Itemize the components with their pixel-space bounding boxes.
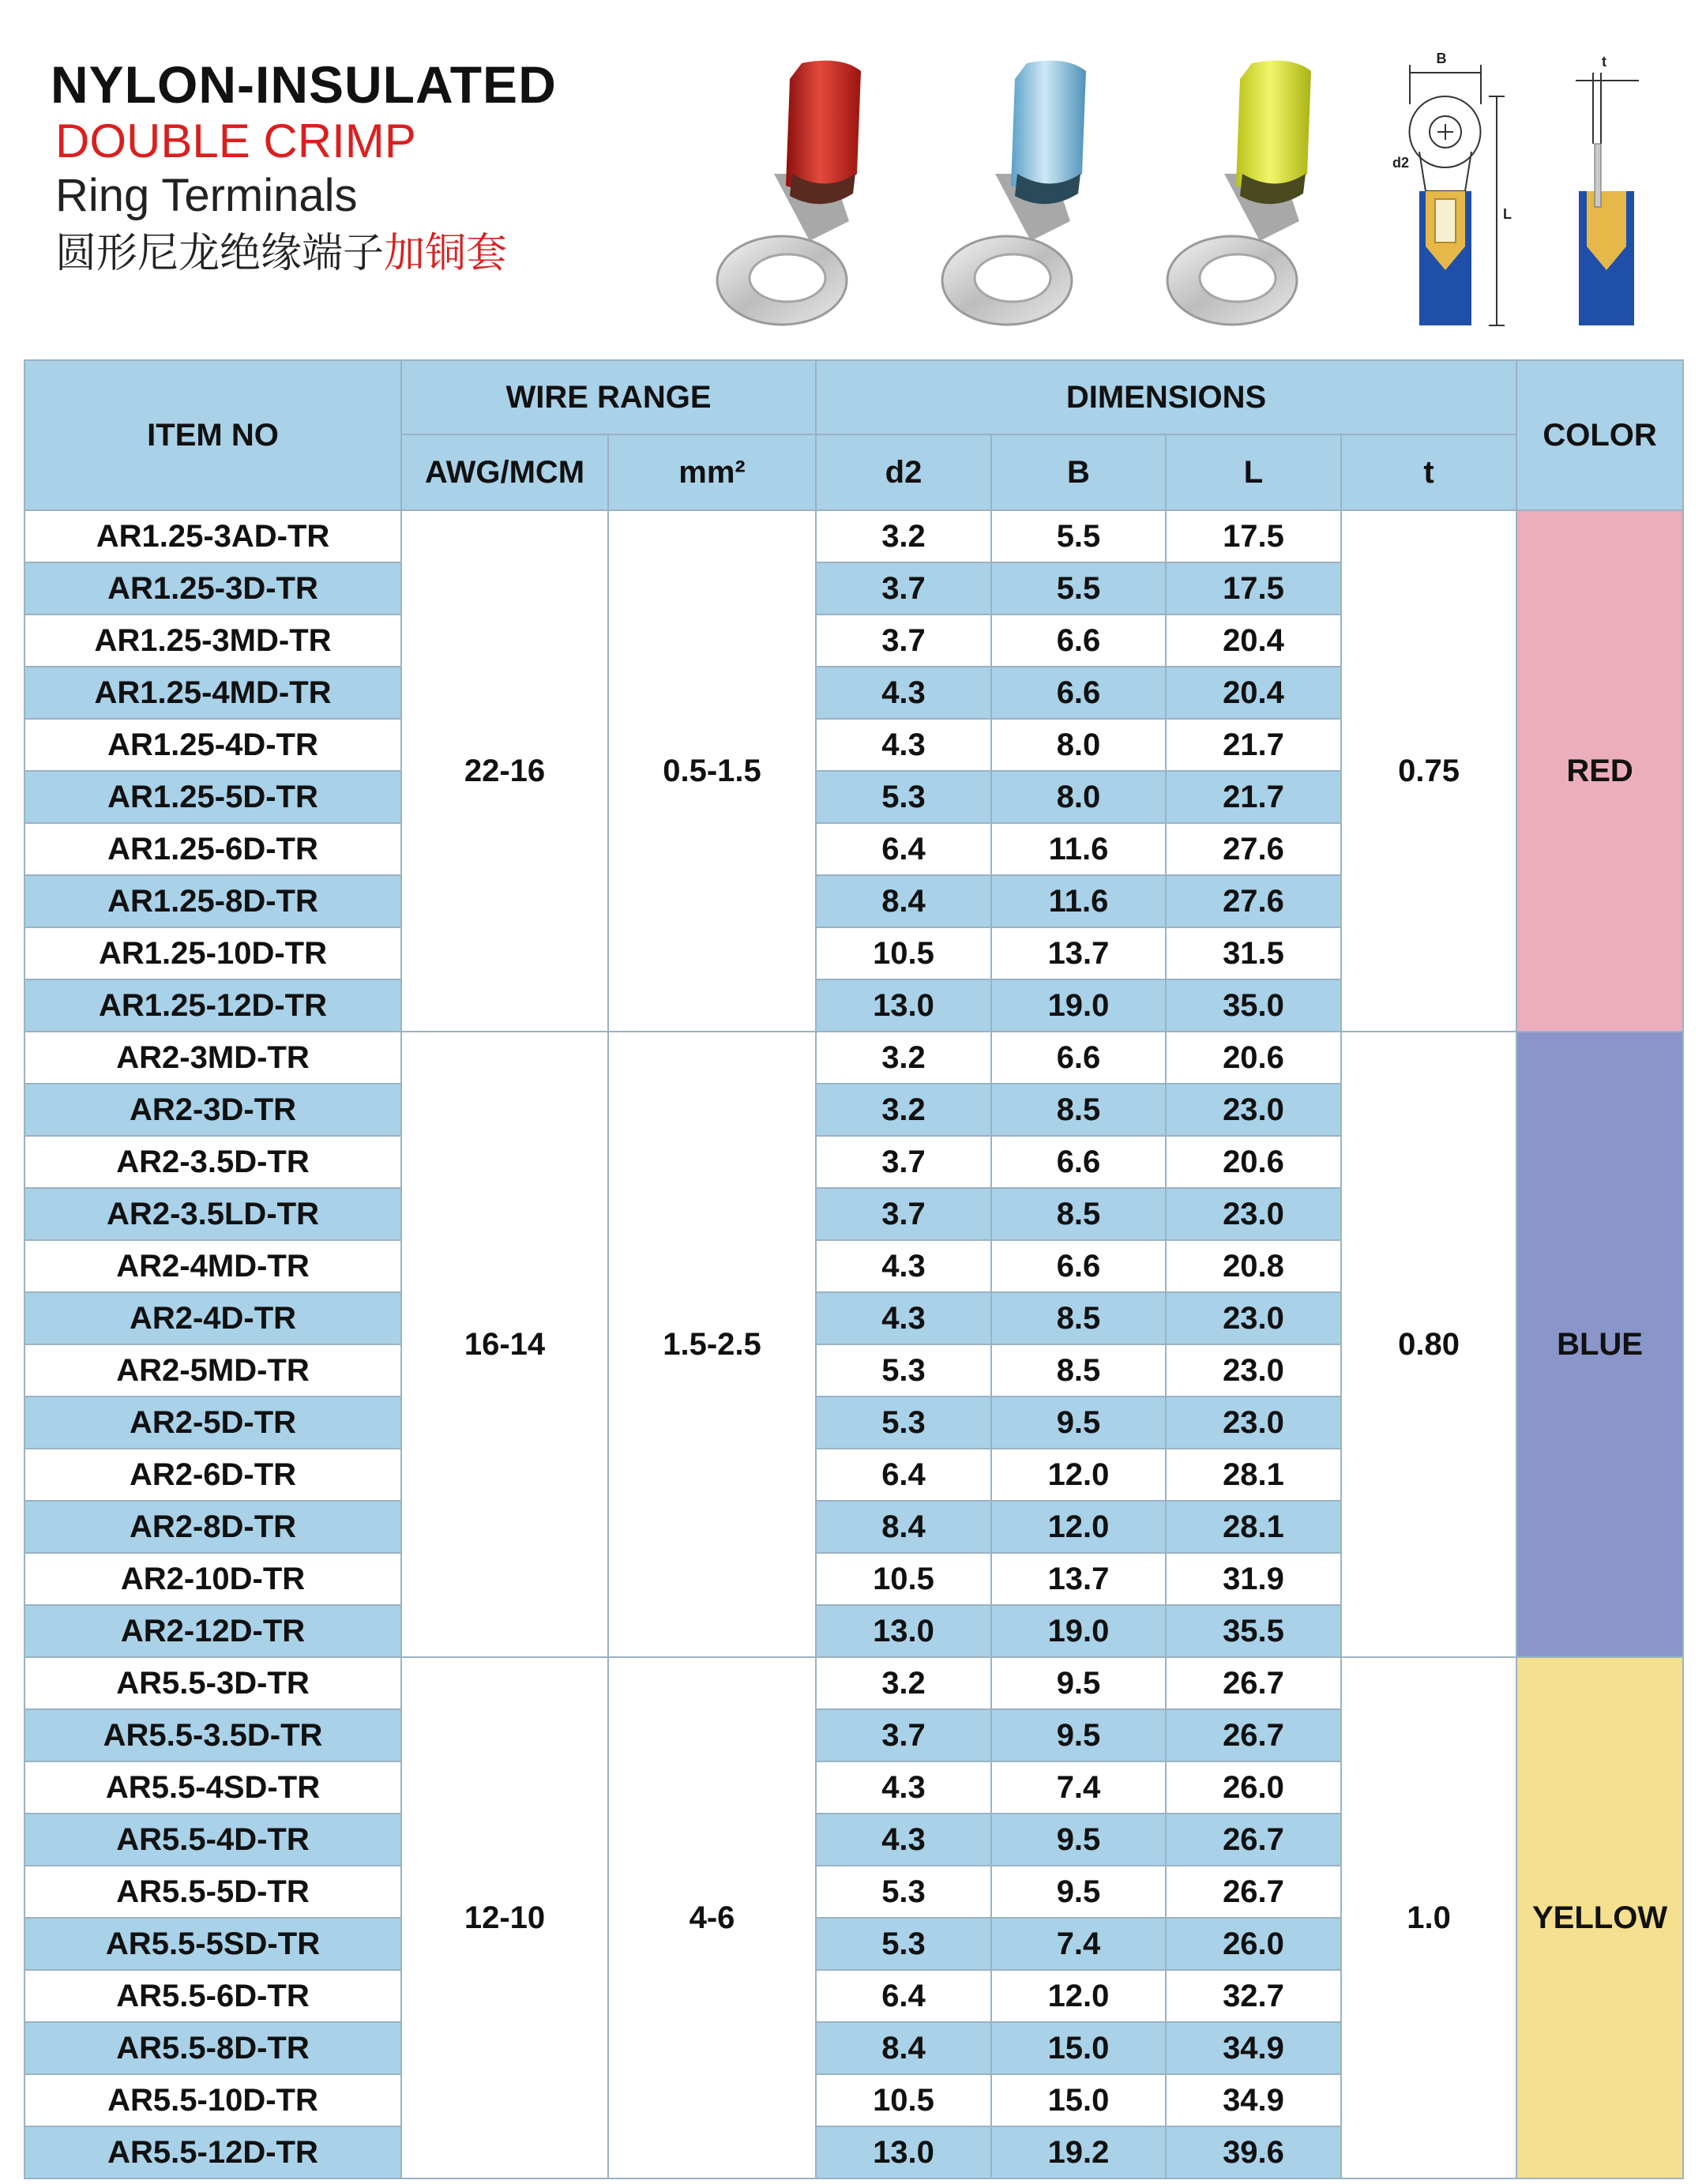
d2-cell: 6.4: [816, 1449, 991, 1501]
d2-cell: 13.0: [816, 1605, 991, 1657]
b-cell: 9.5: [991, 1814, 1166, 1866]
d2-cell: 8.4: [816, 1501, 991, 1553]
l-cell: 26.7: [1166, 1657, 1341, 1709]
b-cell: 8.5: [991, 1084, 1166, 1136]
b-cell: 6.6: [991, 1032, 1166, 1084]
l-cell: 26.7: [1166, 1709, 1341, 1761]
d2-cell: 3.7: [816, 615, 991, 667]
blue-terminal-photo: [920, 55, 1133, 332]
item-no-cell: AR1.25-3D-TR: [24, 562, 401, 615]
d2-cell: 3.7: [816, 1709, 991, 1761]
d2-cell: 3.2: [816, 1032, 991, 1084]
item-no-cell: AR1.25-4D-TR: [24, 719, 401, 771]
item-no-cell: AR1.25-8D-TR: [24, 875, 401, 927]
diagram-label-l: L: [1503, 206, 1512, 222]
item-no-cell: AR1.25-4MD-TR: [24, 667, 401, 719]
title-line-3: Ring Terminals: [55, 170, 358, 221]
title-chinese-accent: 加铜套: [384, 230, 508, 277]
l-cell: 23.0: [1166, 1344, 1341, 1396]
d2-cell: 4.3: [816, 1814, 991, 1866]
l-cell: 21.7: [1166, 719, 1341, 771]
d2-cell: 3.2: [816, 1084, 991, 1136]
item-no-cell: AR2-5D-TR: [24, 1396, 401, 1449]
header-mm2: mm²: [608, 434, 816, 510]
b-cell: 6.6: [991, 1136, 1166, 1188]
l-cell: 20.4: [1166, 667, 1341, 719]
item-no-cell: AR5.5-5D-TR: [24, 1866, 401, 1918]
item-no-cell: AR2-5MD-TR: [24, 1344, 401, 1396]
d2-cell: 13.0: [816, 2126, 991, 2178]
spec-table-body: [24, 510, 1683, 2178]
d2-cell: 13.0: [816, 979, 991, 1032]
d2-cell: 5.3: [816, 1396, 991, 1449]
t-cell: 0.80: [1341, 1032, 1516, 1657]
mm2-cell: 1.5-2.5: [608, 1032, 816, 1657]
d2-cell: 6.4: [816, 1970, 991, 2022]
b-cell: 7.4: [991, 1761, 1166, 1814]
title-block: [51, 55, 557, 284]
l-cell: 23.0: [1166, 1188, 1341, 1240]
b-cell: 19.0: [991, 1605, 1166, 1657]
l-cell: 20.6: [1166, 1136, 1341, 1188]
diagram-label-b: B: [1436, 51, 1447, 66]
b-cell: 19.2: [991, 2126, 1166, 2178]
b-cell: 8.0: [991, 719, 1166, 771]
b-cell: 6.6: [991, 667, 1166, 719]
b-cell: 7.4: [991, 1918, 1166, 1970]
b-cell: 8.0: [991, 771, 1166, 823]
awg-cell: 12-10: [401, 1657, 608, 2178]
mm2-cell: 4-6: [608, 1657, 816, 2178]
b-cell: 9.5: [991, 1657, 1166, 1709]
b-cell: 19.0: [991, 979, 1166, 1032]
table-row: [24, 510, 1683, 562]
item-no-cell: AR1.25-3AD-TR: [24, 510, 401, 562]
l-cell: 27.6: [1166, 823, 1341, 875]
item-no-cell: AR5.5-5SD-TR: [24, 1918, 401, 1970]
color-cell: RED: [1516, 510, 1683, 1032]
b-cell: 5.5: [991, 510, 1166, 562]
d2-cell: 6.4: [816, 823, 991, 875]
l-cell: 23.0: [1166, 1084, 1341, 1136]
d2-cell: 3.7: [816, 562, 991, 615]
header-item-no: ITEM NO: [24, 360, 401, 510]
d2-cell: 10.5: [816, 1553, 991, 1605]
l-cell: 21.7: [1166, 771, 1341, 823]
header-dimensions: DIMENSIONS: [816, 360, 1516, 434]
title-line-1: NYLON-INSULATED: [51, 55, 557, 114]
l-cell: 28.1: [1166, 1449, 1341, 1501]
l-cell: 20.4: [1166, 615, 1341, 667]
d2-cell: 3.7: [816, 1188, 991, 1240]
l-cell: 31.9: [1166, 1553, 1341, 1605]
d2-cell: 4.3: [816, 667, 991, 719]
l-cell: 28.1: [1166, 1501, 1341, 1553]
color-cell: BLUE: [1516, 1032, 1683, 1657]
l-cell: 23.0: [1166, 1396, 1341, 1449]
d2-cell: 5.3: [816, 1344, 991, 1396]
item-no-cell: AR1.25-5D-TR: [24, 771, 401, 823]
l-cell: 34.9: [1166, 2074, 1341, 2126]
item-no-cell: AR2-4D-TR: [24, 1292, 401, 1344]
b-cell: 13.7: [991, 927, 1166, 979]
d2-cell: 8.4: [816, 2022, 991, 2074]
header-b: B: [991, 434, 1166, 510]
diagram-label-d2: d2: [1392, 155, 1410, 171]
b-cell: 12.0: [991, 1449, 1166, 1501]
d2-cell: 10.5: [816, 2074, 991, 2126]
d2-cell: 8.4: [816, 875, 991, 927]
item-no-cell: AR1.25-3MD-TR: [24, 615, 401, 667]
header-wire-range: WIRE RANGE: [401, 360, 816, 434]
b-cell: 8.5: [991, 1344, 1166, 1396]
item-no-cell: AR1.25-6D-TR: [24, 823, 401, 875]
item-no-cell: AR5.5-12D-TR: [24, 2126, 401, 2178]
item-no-cell: AR2-3MD-TR: [24, 1032, 401, 1084]
header-color: COLOR: [1516, 360, 1683, 510]
awg-cell: 16-14: [401, 1032, 608, 1657]
l-cell: 23.0: [1166, 1292, 1341, 1344]
header-awg: AWG/MCM: [401, 434, 608, 510]
spec-table: [24, 359, 1684, 2179]
l-cell: 27.6: [1166, 875, 1341, 927]
l-cell: 26.7: [1166, 1866, 1341, 1918]
title-chinese-main: 圆形尼龙绝缘端子: [55, 230, 385, 277]
dimension-diagram: [1378, 49, 1670, 333]
l-cell: 34.9: [1166, 2022, 1341, 2074]
b-cell: 8.5: [991, 1292, 1166, 1344]
item-no-cell: AR5.5-8D-TR: [24, 2022, 401, 2074]
b-cell: 11.6: [991, 875, 1166, 927]
b-cell: 12.0: [991, 1501, 1166, 1553]
l-cell: 17.5: [1166, 510, 1341, 562]
t-cell: 0.75: [1341, 510, 1516, 1032]
b-cell: 8.5: [991, 1188, 1166, 1240]
item-no-cell: AR1.25-12D-TR: [24, 979, 401, 1032]
item-no-cell: AR1.25-10D-TR: [24, 927, 401, 979]
l-cell: 17.5: [1166, 562, 1341, 615]
l-cell: 20.8: [1166, 1240, 1341, 1292]
l-cell: 26.7: [1166, 1814, 1341, 1866]
l-cell: 26.0: [1166, 1918, 1341, 1970]
red-terminal-photo: [699, 55, 912, 332]
header-t: t: [1341, 434, 1516, 510]
d2-cell: 10.5: [816, 927, 991, 979]
yellow-terminal-photo: [1149, 55, 1362, 332]
b-cell: 6.6: [991, 615, 1166, 667]
header-d2: d2: [816, 434, 991, 510]
d2-cell: 4.3: [816, 719, 991, 771]
d2-cell: 3.2: [816, 1657, 991, 1709]
d2-cell: 4.3: [816, 1761, 991, 1814]
mm2-cell: 0.5-1.5: [608, 510, 816, 1032]
b-cell: 15.0: [991, 2074, 1166, 2126]
d2-cell: 4.3: [816, 1292, 991, 1344]
item-no-cell: AR2-3D-TR: [24, 1084, 401, 1136]
d2-cell: 5.3: [816, 1918, 991, 1970]
l-cell: 26.0: [1166, 1761, 1341, 1814]
table-row: [24, 1032, 1683, 1084]
b-cell: 9.5: [991, 1396, 1166, 1449]
item-no-cell: AR2-6D-TR: [24, 1449, 401, 1501]
b-cell: 15.0: [991, 2022, 1166, 2074]
item-no-cell: AR5.5-4SD-TR: [24, 1761, 401, 1814]
l-cell: 39.6: [1166, 2126, 1341, 2178]
item-no-cell: AR2-4MD-TR: [24, 1240, 401, 1292]
l-cell: 20.6: [1166, 1032, 1341, 1084]
b-cell: 9.5: [991, 1866, 1166, 1918]
awg-cell: 22-16: [401, 510, 608, 1032]
l-cell: 35.0: [1166, 979, 1341, 1032]
diagram-label-t: t: [1602, 54, 1606, 70]
item-no-cell: AR2-3.5LD-TR: [24, 1188, 401, 1240]
item-no-cell: AR5.5-4D-TR: [24, 1814, 401, 1866]
b-cell: 13.7: [991, 1553, 1166, 1605]
d2-cell: 5.3: [816, 771, 991, 823]
d2-cell: 3.2: [816, 510, 991, 562]
item-no-cell: AR2-3.5D-TR: [24, 1136, 401, 1188]
item-no-cell: AR5.5-6D-TR: [24, 1970, 401, 2022]
item-no-cell: AR2-8D-TR: [24, 1501, 401, 1553]
l-cell: 35.5: [1166, 1605, 1341, 1657]
header-l: L: [1166, 434, 1341, 510]
item-no-cell: AR5.5-10D-TR: [24, 2074, 401, 2126]
b-cell: 5.5: [991, 562, 1166, 615]
item-no-cell: AR2-10D-TR: [24, 1553, 401, 1605]
b-cell: 12.0: [991, 1970, 1166, 2022]
t-cell: 1.0: [1341, 1657, 1516, 2178]
table-row: [24, 1657, 1683, 1709]
b-cell: 11.6: [991, 823, 1166, 875]
d2-cell: 5.3: [816, 1866, 991, 1918]
item-no-cell: AR5.5-3D-TR: [24, 1657, 401, 1709]
item-no-cell: AR5.5-3.5D-TR: [24, 1709, 401, 1761]
l-cell: 31.5: [1166, 927, 1341, 979]
item-no-cell: AR2-12D-TR: [24, 1605, 401, 1657]
b-cell: 6.6: [991, 1240, 1166, 1292]
d2-cell: 4.3: [816, 1240, 991, 1292]
color-cell: YELLOW: [1516, 1657, 1683, 2178]
l-cell: 32.7: [1166, 1970, 1341, 2022]
b-cell: 9.5: [991, 1709, 1166, 1761]
d2-cell: 3.7: [816, 1136, 991, 1188]
title-line-4: [51, 223, 557, 284]
title-line-2: DOUBLE CRIMP: [55, 115, 416, 167]
